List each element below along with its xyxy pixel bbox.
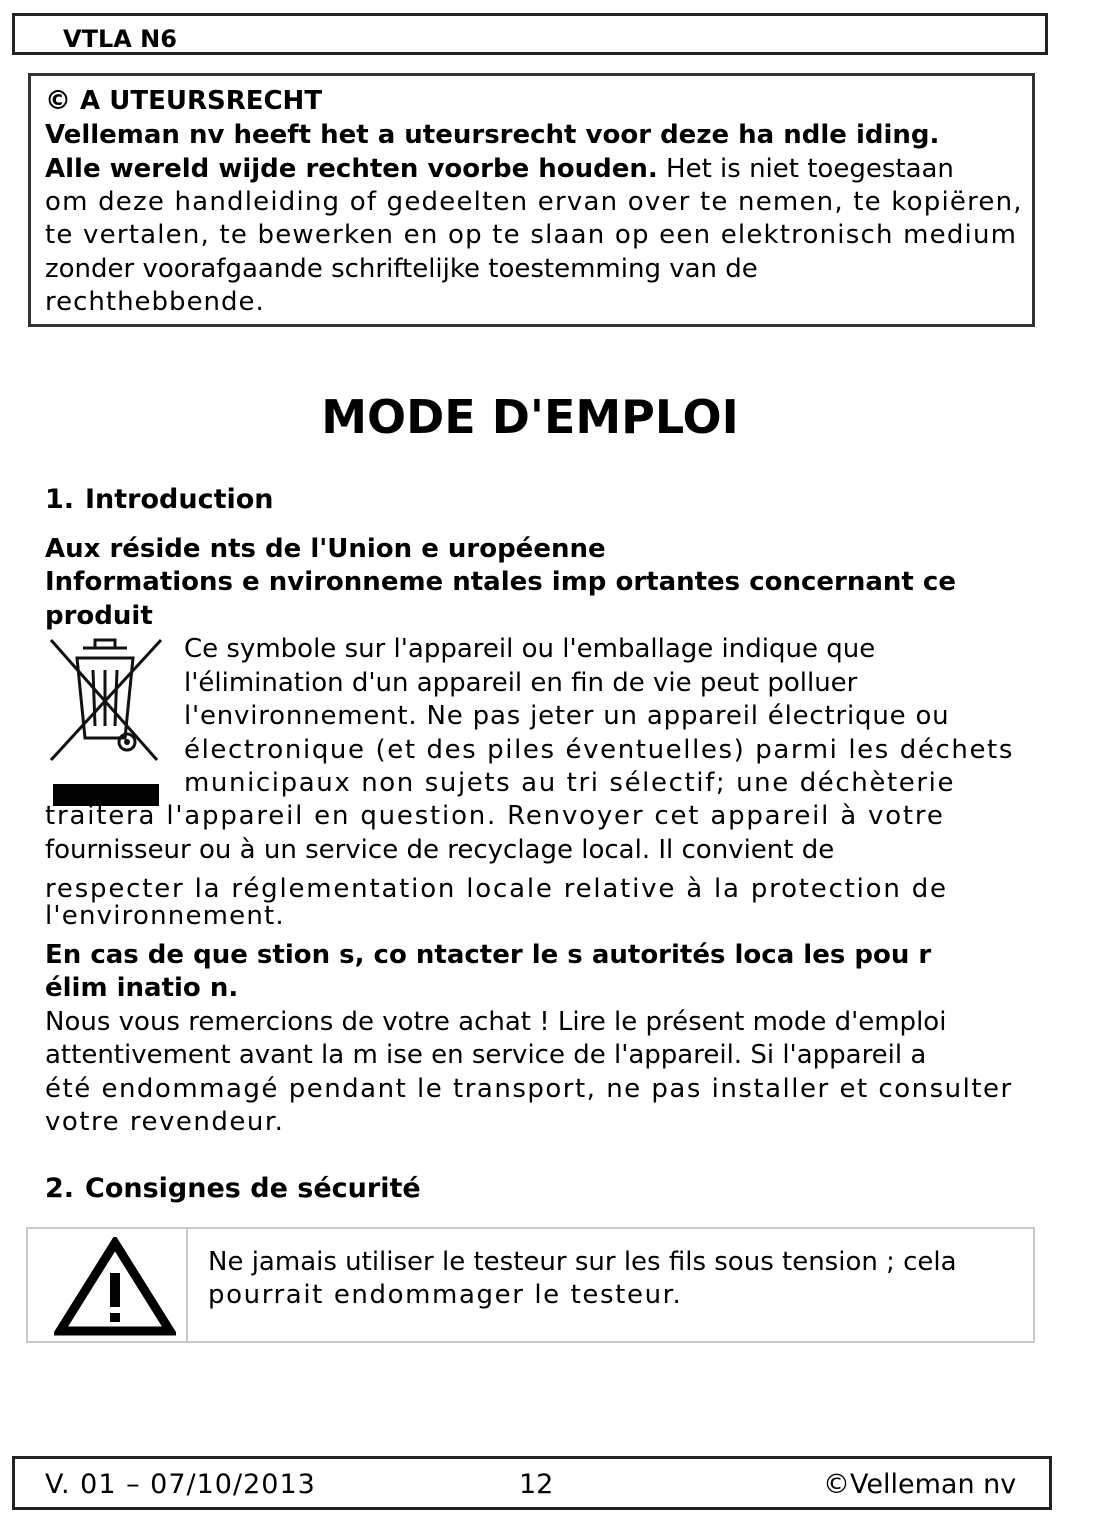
safety-warning-box [26, 1227, 1035, 1343]
copyright-line-1: Velleman nv heeft het a uteursrecht voor deze ha ndle iding. [45, 120, 940, 150]
questions-line-2: élim inatio n. [45, 973, 239, 1003]
thanks-line-2: attentivement avant la m ise en service de l'appareil. Si l'appareil a [45, 1040, 927, 1070]
warning-triangle-icon [54, 1237, 176, 1337]
section-2-number: 2. [45, 1173, 75, 1204]
intro-para-line-4: électronique (et des piles éventuelles) parmi les déchets [184, 735, 1014, 765]
footer-version: V. 01 – 07/10/2013 [45, 1469, 316, 1500]
footer-page-number: 12 [519, 1469, 554, 1500]
footer-bar [12, 1456, 1052, 1510]
copyright-line-3: om deze handleiding of gedeelten ervan over te nemen, te kopiëren, [45, 187, 1023, 217]
copyright-line-6: rechthebbende. [45, 287, 265, 317]
intro-para-line-3: l'environnement. Ne pas jeter un appareil électrique ou [184, 701, 950, 731]
section-1-subheading-3: produit [45, 601, 153, 631]
header-bar [12, 13, 1048, 55]
copyright-heading: © A UTEURSRECHT [45, 86, 323, 116]
section-1-subheading-2: Informations e nvironneme ntales imp ortantes concernant ce [45, 567, 956, 597]
crossed-out-wheelie-bin-icon [47, 636, 165, 811]
intro-para-line-5: municipaux non sujets au tri sélectif; une déchèterie [184, 768, 956, 798]
section-1-title: Introduction [85, 484, 274, 515]
intro-para-line-8: respecter la réglementation locale relative à la protection de [45, 874, 948, 904]
section-1-subheading-1: Aux réside nts de l'Union e uropéenne [45, 534, 606, 564]
footer-company: ©Velleman nv [823, 1469, 1017, 1500]
intro-para-line-7: fournisseur ou à un service de recyclage local. Il convient de [45, 835, 835, 865]
intro-para-line-2: l'élimination d'un appareil en fin de vie peut polluer [184, 668, 858, 698]
copyright-line-4: te vertalen, te bewerken en op te slaan op een elektronisch medium [45, 220, 1018, 250]
copyright-line-2-rest: Het is niet toegestaan [657, 154, 954, 184]
intro-para-line-9: l'environnement. [45, 901, 285, 931]
section-2-title: Consignes de sécurité [85, 1173, 421, 1204]
copyright-line-5: zonder voorafgaande schriftelijke toestemming van de [45, 254, 758, 284]
section-2-heading [45, 1173, 421, 1204]
warning-text-line-2: pourrait endommager le testeur. [208, 1280, 683, 1310]
copyright-line-2 [45, 154, 954, 184]
page-title: MODE D'EMPLOI [321, 390, 739, 444]
thanks-line-1: Nous vous remercions de votre achat ! Lire le présent mode d'emploi [45, 1007, 947, 1037]
section-1-heading [45, 484, 274, 515]
thanks-line-3: été endommagé pendant le transport, ne pas installer et consulter [45, 1074, 1013, 1104]
copyright-box [28, 73, 1035, 327]
section-1-number: 1. [45, 484, 75, 515]
warning-text-line-1: Ne jamais utiliser le testeur sur les fils sous tension ; cela [208, 1247, 957, 1277]
questions-line-1: En cas de que stion s, co ntacter le s autorités loca les pou r [45, 940, 932, 970]
intro-para-line-6: traitera l'appareil en question. Renvoyer cet appareil à votre [45, 801, 945, 831]
model-label: VTLA N6 [63, 25, 177, 53]
intro-para-line-1: Ce symbole sur l'appareil ou l'emballage indique que [184, 634, 876, 664]
thanks-line-4: votre revendeur. [45, 1107, 285, 1137]
warning-divider [186, 1229, 188, 1341]
copyright-line-2-bold: Alle wereld wijde rechten voorbe houden. [45, 154, 658, 184]
